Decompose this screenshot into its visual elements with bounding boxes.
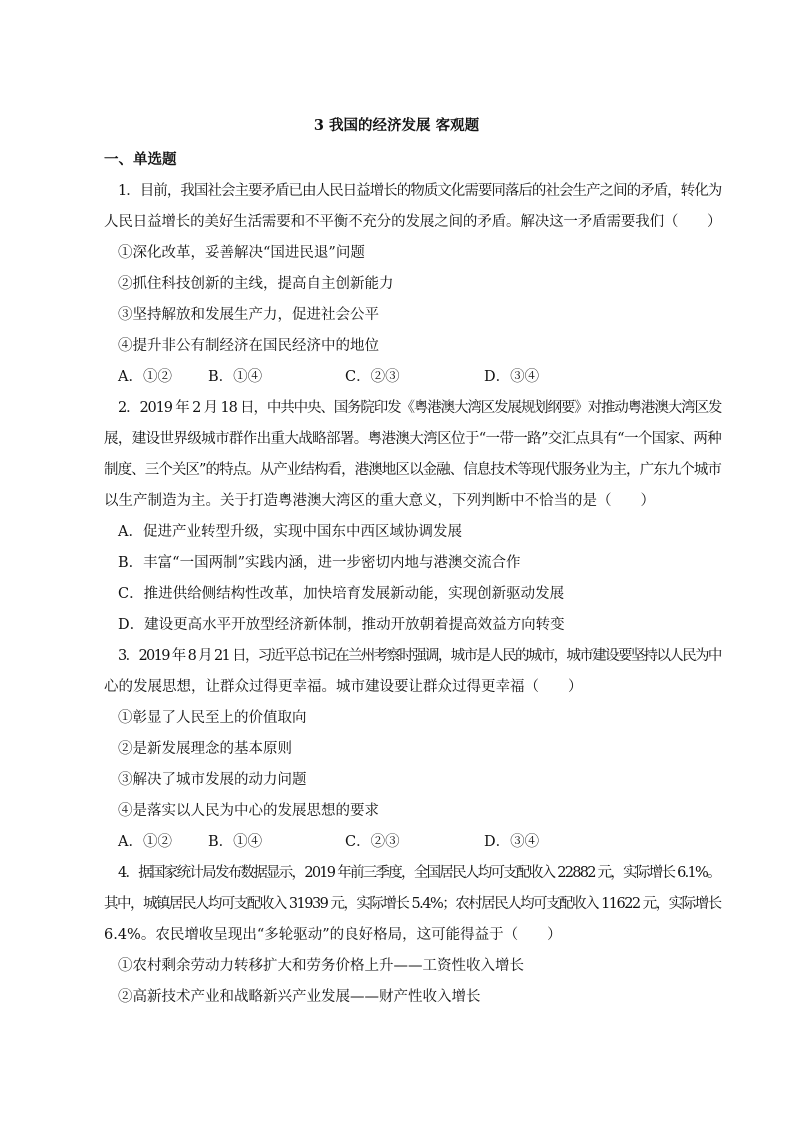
- q4-stem-line-3: 6.4%。农民增收呈现出“多轮驱动”的良好格局，这可能得益于（ ）: [104, 927, 562, 943]
- q3-stem-line-1: 3．2019 年 8 月 21 日，习近平总书记在兰州考察时强调，城市是人民的城市，城市建设要坚持以人民为中: [118, 648, 721, 664]
- q3-stem-line-2: 心的发展思想，让群众过得更幸福。城市建设要让群众过得更幸福（ ）: [104, 679, 583, 695]
- q3-choice-a: A．①②: [118, 834, 172, 850]
- q1-choice-d: D．③④: [484, 369, 540, 385]
- q3-choice-d: D．③④: [484, 834, 540, 850]
- q1-choice-b: B．①④: [208, 369, 263, 385]
- q3-statement-2: ②是新发展理念的基本原则: [118, 741, 292, 757]
- q3-statement-3: ③解决了城市发展的动力问题: [118, 772, 307, 788]
- q1-statement-3: ③坚持解放和发展生产力，促进社会公平: [118, 307, 379, 323]
- q3-statement-4: ④是落实以人民为中心的发展思想的要求: [118, 803, 379, 819]
- q1-choice-c: C．②③: [345, 369, 400, 385]
- q2-option-c: C．推进供给侧结构性改革，加快培育发展新动能，实现创新驱动发展: [118, 586, 565, 602]
- section-heading: 一、单选题: [104, 151, 177, 168]
- q3-statement-1: ①彰显了人民至上的价值取向: [118, 710, 307, 726]
- q1-statement-2: ②抓住科技创新的主线，提高自主创新能力: [118, 276, 394, 292]
- q2-stem-line-1: 2．2019 年 2 月 18 日，中共中央、国务院印发《粤港澳大湾区发展规划纲要》对推动粤港澳大湾区发: [118, 400, 722, 416]
- q1-statement-4: ④提升非公有制经济在国民经济中的地位: [118, 338, 379, 354]
- q1-stem-line-1: 1．目前，我国社会主要矛盾已由人民日益增长的物质文化需要同落后的社会生产之间的矛盾，转化为: [118, 183, 722, 199]
- q3-choice-c: C．②③: [345, 834, 400, 850]
- q3-choice-b: B．①④: [208, 834, 263, 850]
- q4-statement-2: ②高新技术产业和战略新兴产业发展——财产性收入增长: [118, 989, 481, 1005]
- q1-stem-line-2: 人民日益增长的美好生活需要和不平衡不充分的发展之间的矛盾。解决这一矛盾需要我们（ ）: [104, 214, 722, 230]
- q4-statement-1: ①农村剩余劳动力转移扩大和劳务价格上升——工资性收入增长: [118, 958, 524, 974]
- q2-stem-line-4: 以生产制造为主。关于打造粤港澳大湾区的重大意义，下列判断中不恰当的是（ ）: [104, 493, 655, 509]
- q2-option-b: B．丰富“一国两制”实践内涵，进一步密切内地与港澳交流合作: [118, 555, 521, 571]
- q1-choice-a: A．①②: [118, 369, 172, 385]
- q2-stem-line-2: 展，建设世界级城市群作出重大战略部署。粤港澳大湾区位于“一带一路”交汇点具有“一个国家、两种: [104, 431, 722, 447]
- q2-option-a: A．促进产业转型升级，实现中国东中西区域协调发展: [118, 524, 462, 540]
- q2-option-d: D．建设更高水平开放型经济新体制，推动开放朝着提高效益方向转变: [118, 617, 565, 633]
- document-title: 3 我国的经济发展 客观题: [313, 117, 480, 134]
- q2-stem-line-3: 制度、三个关区”的特点。从产业结构看，港澳地区以金融、信息技术等现代服务业为主，广东九个城市: [104, 462, 721, 478]
- q4-stem-line-1: 4．据国家统计局发布数据显示，2019 年前三季度，全国居民人均可支配收入 22882 元，实际增长 6.1%。: [118, 865, 720, 881]
- q4-stem-line-2: 其中，城镇居民人均可支配收入 31939 元，实际增长 5.4%；农村居民人均可支配收入 11622 元，实际增长: [104, 896, 721, 912]
- q1-statement-1: ①深化改革，妥善解决“国进民退”问题: [118, 245, 365, 261]
